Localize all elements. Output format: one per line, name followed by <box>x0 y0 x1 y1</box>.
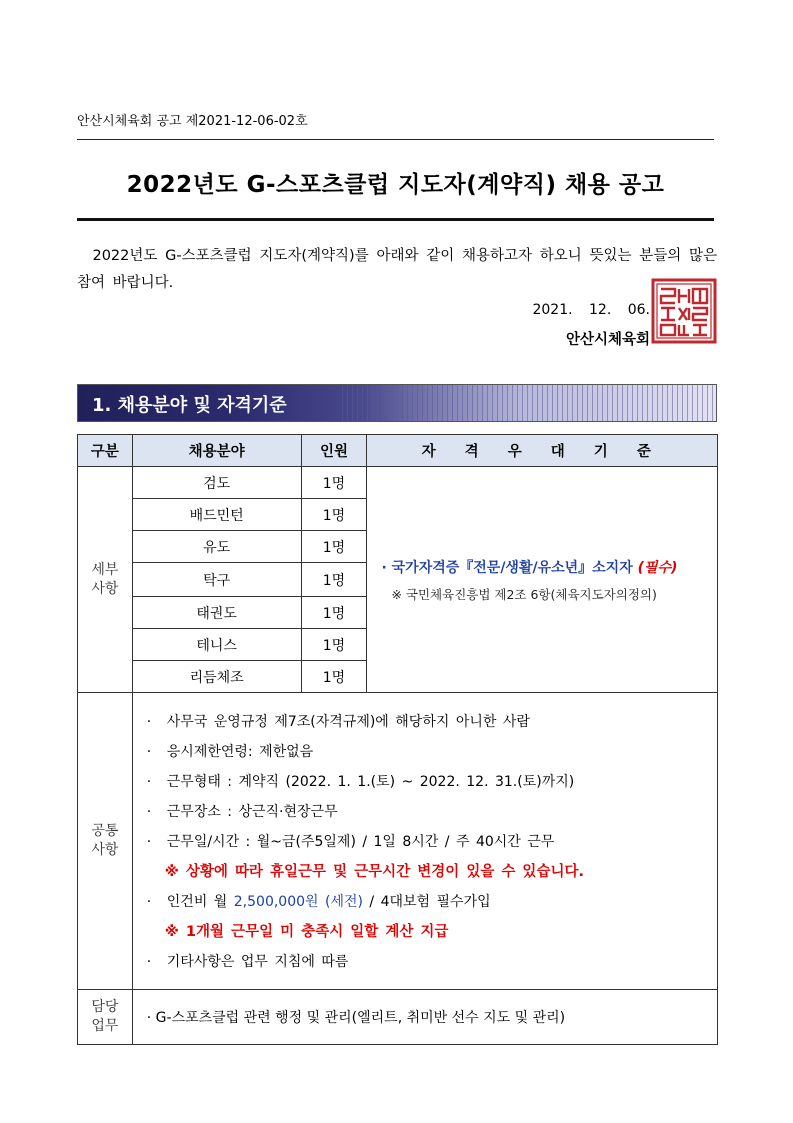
warning-note: ※ 상황에 따라 휴일근무 및 근무시간 변경이 있을 수 있습니다. <box>164 864 584 880</box>
qualification-cell <box>367 467 718 693</box>
common-item: · 인건비 월 2,500,000원 (세전) / 4대보험 필수가입 <box>146 894 491 910</box>
duty-text: · G-스포츠클럽 관련 행정 및 관리(엘리트, 취미반 선수 지도 및 관리) <box>132 990 717 1045</box>
common-item: · 근무형태 : 계약직 (2022. 1. 1.(토) ~ 2022. 12. 31.(토)까지) <box>146 774 575 790</box>
table-row <box>78 467 718 499</box>
duty-label-line1: 담당 <box>91 999 119 1015</box>
count-cell: 1명 <box>301 467 367 499</box>
header-field: 채용분야 <box>132 435 301 467</box>
field-cell: 검도 <box>132 467 301 499</box>
recruitment-table <box>77 434 718 1045</box>
notice-number: 안산시체육회 공고 제2021-12-06-02호 <box>77 114 308 129</box>
detail-label-line2: 사항 <box>91 580 119 597</box>
table-header-row <box>78 435 718 467</box>
announcement-date: 2021. 12. 06. <box>532 302 650 318</box>
count-cell: 1명 <box>301 629 367 661</box>
salary-amount: 2,500,000원 (세전) <box>233 894 363 910</box>
count-cell: 1명 <box>301 499 367 531</box>
duty-row <box>78 990 718 1045</box>
field-cell: 유도 <box>132 531 301 563</box>
common-item: · 기타사항은 업무 지침에 따름 <box>146 954 349 970</box>
common-item: · 근무장소 : 상근직·현장근무 <box>146 804 338 820</box>
section-header-bar <box>77 384 717 422</box>
common-item: · 응시제한연령: 제한없음 <box>146 744 314 760</box>
field-cell: 리듬체조 <box>132 661 301 693</box>
intro-text: 2022년도 G-스포츠클럽 지도자(계약직)를 아래와 같이 채용하고자 하오니 뜻있는 분들의 많은 참여 바랍니다. <box>77 248 717 291</box>
required-mark: (필수) <box>637 559 678 576</box>
common-row <box>78 693 718 990</box>
count-cell: 1명 <box>301 563 367 597</box>
header-qualification: 자 격 우 대 기 준 <box>367 435 718 467</box>
common-label-line2: 사항 <box>91 842 119 858</box>
section-bar-pattern <box>338 385 716 421</box>
count-cell: 1명 <box>301 597 367 629</box>
duty-label-line2: 업무 <box>91 1018 119 1034</box>
section-title: 1. 채용분야 및 자격기준 <box>92 395 287 416</box>
common-details <box>132 693 717 990</box>
common-label-line1: 공통 <box>91 823 119 839</box>
field-cell: 테니스 <box>132 629 301 661</box>
header-count: 인원 <box>301 435 367 467</box>
detail-label <box>78 467 133 693</box>
detail-label-line1: 세부 <box>91 561 119 578</box>
page-title: 2022년도 G-스포츠클럽 지도자(계약직) 채용 공고 <box>126 172 665 198</box>
count-cell: 1명 <box>301 531 367 563</box>
field-cell: 배드민턴 <box>132 499 301 531</box>
common-item: · 근무일/시간 : 월~금(주5일제) / 1일 8시간 / 주 40시간 근무 <box>146 834 555 850</box>
field-cell: 태권도 <box>132 597 301 629</box>
official-seal-icon <box>651 278 717 344</box>
common-label <box>78 693 133 990</box>
organization-name: 안산시체육회 <box>565 332 650 348</box>
qualification-main: · 국가자격증『전문/생활/유소년』소지자 (필수) <box>381 559 678 576</box>
header-category: 구분 <box>78 435 133 467</box>
duty-label <box>78 990 133 1045</box>
common-item: · 사무국 운영규정 제7조(자격규제)에 해당하지 아니한 사람 <box>146 714 530 730</box>
top-divider <box>77 139 714 140</box>
warning-note: ※ 1개월 근무일 미 충족시 일할 계산 지급 <box>164 924 449 940</box>
title-divider <box>77 218 714 221</box>
qualification-note: ※ 국민체육진흥법 제2조 6항(체육지도자의정의) <box>391 586 657 602</box>
intro-paragraph <box>77 243 717 297</box>
field-cell: 탁구 <box>132 563 301 597</box>
count-cell: 1명 <box>301 661 367 693</box>
